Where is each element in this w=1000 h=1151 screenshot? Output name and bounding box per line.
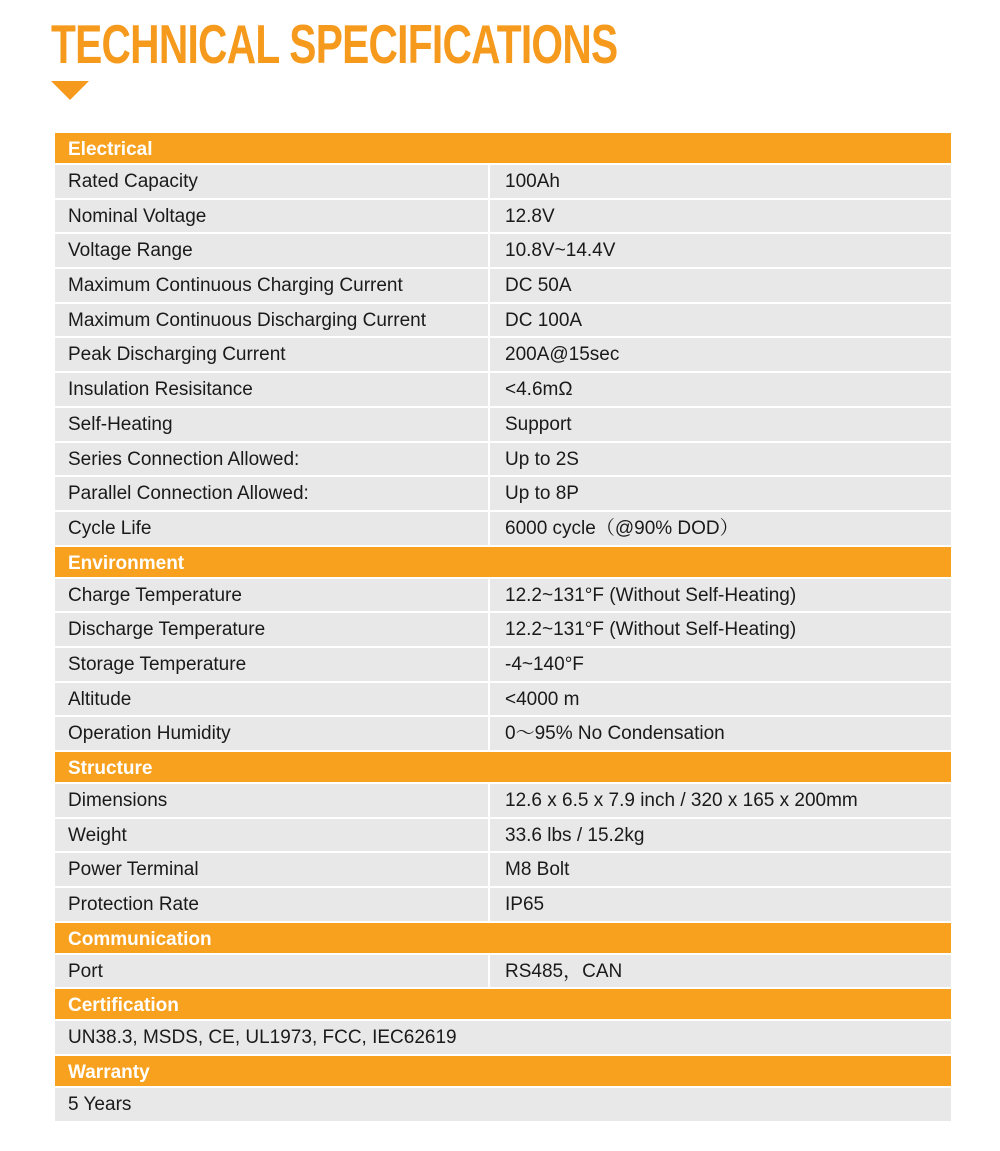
spec-table bbox=[55, 133, 951, 1123]
section-header-warranty: Warranty bbox=[55, 1056, 951, 1088]
section-header-structure: Structure bbox=[55, 752, 951, 784]
spec-value: 10.8V~14.4V bbox=[505, 240, 616, 262]
spec-value: RS485，CAN bbox=[505, 960, 623, 982]
spec-label: Power Terminal bbox=[55, 853, 490, 886]
spec-value: DC 100A bbox=[505, 309, 583, 331]
spec-label: Rated Capacity bbox=[55, 165, 490, 198]
spec-row bbox=[55, 579, 951, 614]
spec-value: IP65 bbox=[505, 894, 545, 916]
section-header-electrical: Electrical bbox=[55, 133, 951, 165]
spec-value: UN38.3, MSDS, CE, UL1973, FCC, IEC62619 bbox=[68, 1027, 457, 1049]
spec-row bbox=[55, 234, 951, 269]
spec-row bbox=[55, 819, 951, 854]
title-arrow-icon bbox=[51, 81, 89, 100]
spec-value: 33.6 lbs / 15.2kg bbox=[505, 824, 645, 846]
spec-row bbox=[55, 373, 951, 408]
spec-label: Operation Humidity bbox=[55, 717, 490, 750]
spec-value: 6000 cycle（@90% DOD） bbox=[505, 517, 739, 539]
spec-row bbox=[55, 853, 951, 888]
spec-row bbox=[55, 338, 951, 373]
spec-label: Weight bbox=[55, 819, 490, 852]
spec-label: Charge Temperature bbox=[55, 579, 490, 612]
spec-row bbox=[55, 512, 951, 547]
spec-row bbox=[55, 165, 951, 200]
spec-value: 200A@15sec bbox=[505, 344, 620, 366]
spec-value: <4.6mΩ bbox=[505, 379, 573, 401]
spec-label: Cycle Life bbox=[55, 512, 490, 545]
spec-row bbox=[55, 784, 951, 819]
spec-row bbox=[55, 955, 951, 990]
section-header-communication: Communication bbox=[55, 923, 951, 955]
spec-label: Parallel Connection Allowed: bbox=[55, 477, 490, 510]
spec-label: Insulation Resisitance bbox=[55, 373, 490, 406]
spec-label: Maximum Continuous Discharging Current bbox=[55, 304, 490, 337]
spec-value: 5 Years bbox=[68, 1094, 132, 1116]
spec-label: Peak Discharging Current bbox=[55, 338, 490, 371]
spec-row bbox=[55, 613, 951, 648]
section-header-certification: Certification bbox=[55, 989, 951, 1021]
spec-row bbox=[55, 648, 951, 683]
section-header-environment: Environment bbox=[55, 547, 951, 579]
spec-value: -4~140°F bbox=[505, 653, 584, 675]
spec-value: 12.8V bbox=[505, 205, 555, 227]
page-title: TECHNICAL SPECIFICATIONS bbox=[51, 13, 618, 75]
spec-value: 12.2~131°F (Without Self-Heating) bbox=[505, 619, 797, 641]
spec-value: 0～95% No Condensation bbox=[505, 723, 725, 745]
spec-label: Port bbox=[55, 955, 490, 988]
spec-row bbox=[55, 717, 951, 752]
spec-row bbox=[55, 888, 951, 923]
spec-value: M8 Bolt bbox=[505, 859, 570, 881]
spec-label: Voltage Range bbox=[55, 234, 490, 267]
spec-row bbox=[55, 683, 951, 718]
spec-value: Up to 8P bbox=[505, 483, 579, 505]
spec-row bbox=[55, 1088, 951, 1123]
spec-value: Up to 2S bbox=[505, 448, 579, 470]
spec-row bbox=[55, 443, 951, 478]
spec-label: Protection Rate bbox=[55, 888, 490, 921]
spec-value: Support bbox=[505, 413, 572, 435]
spec-label: Series Connection Allowed: bbox=[55, 443, 490, 476]
spec-value: 12.2~131°F (Without Self-Heating) bbox=[505, 584, 797, 606]
spec-row bbox=[55, 200, 951, 235]
spec-value: 100Ah bbox=[505, 171, 560, 192]
spec-row bbox=[55, 408, 951, 443]
spec-row bbox=[55, 477, 951, 512]
spec-label: Nominal Voltage bbox=[55, 200, 490, 233]
spec-label: Dimensions bbox=[55, 784, 490, 817]
spec-row bbox=[55, 304, 951, 339]
spec-row bbox=[55, 269, 951, 304]
spec-label: Self-Heating bbox=[55, 408, 490, 441]
spec-row bbox=[55, 1021, 951, 1056]
spec-label: Maximum Continuous Charging Current bbox=[55, 269, 490, 302]
spec-value: DC 50A bbox=[505, 275, 572, 297]
spec-label: Altitude bbox=[55, 683, 490, 716]
spec-label: Storage Temperature bbox=[55, 648, 490, 681]
spec-value: 12.6 x 6.5 x 7.9 inch / 320 x 165 x 200mm bbox=[505, 790, 858, 811]
spec-label: Discharge Temperature bbox=[55, 613, 490, 646]
spec-value: <4000 m bbox=[505, 688, 580, 710]
